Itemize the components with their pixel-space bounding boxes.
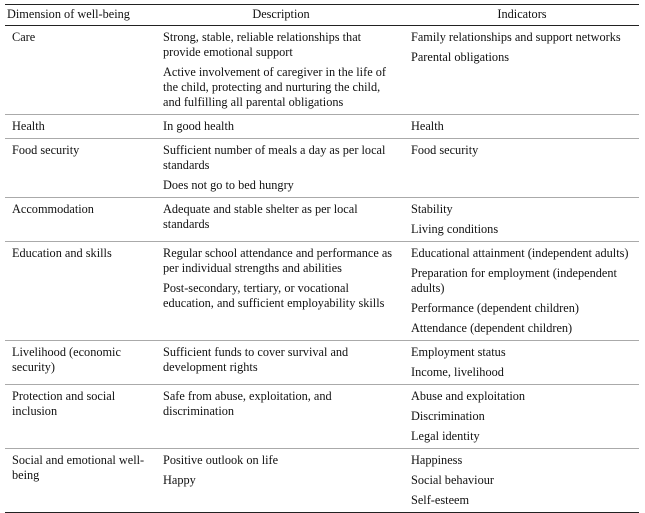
description-text: Does not go to bed hungry <box>163 178 294 192</box>
indicator-text: Performance (dependent children) <box>411 301 579 315</box>
description-cell <box>157 139 405 198</box>
indicator-text: Educational attainment (independent adults) <box>411 246 629 260</box>
description-text: Post-secondary, tertiary, or vocational education, and sufficient employability skills <box>163 281 385 310</box>
description-cell <box>157 242 405 341</box>
indicator-text: Parental obligations <box>411 50 510 64</box>
description-text: Sufficient number of meals a day as per local standards <box>163 143 386 172</box>
header-indicators: Indicators <box>405 5 639 26</box>
indicator-text: Family relationships and support networks <box>411 30 621 44</box>
indicators-cell <box>405 139 639 198</box>
description-text: Sufficient funds to cover survival and development rights <box>163 345 349 374</box>
table-row <box>5 115 639 139</box>
table-row <box>5 341 639 385</box>
indicator-text: Social behaviour <box>411 473 494 487</box>
table-header-row <box>5 5 639 26</box>
indicator-text: Living conditions <box>411 222 499 236</box>
indicator-text: Discrimination <box>411 409 485 423</box>
description-cell <box>157 385 405 449</box>
table-row <box>5 26 639 115</box>
description-text: In good health <box>163 119 235 133</box>
description-text: Active involvement of caregiver in the life of the child, protecting and nurturing the child, and fulfilling all parental obligations <box>163 65 386 109</box>
table-row <box>5 198 639 242</box>
indicator-text: Abuse and exploitation <box>411 389 526 403</box>
dimension-cell: Education and skills <box>5 242 157 341</box>
description-cell <box>157 115 405 139</box>
indicator-text: Employment status <box>411 345 506 359</box>
well-being-table <box>5 4 639 513</box>
dimension-cell: Accommodation <box>5 198 157 242</box>
description-text: Happy <box>163 473 196 487</box>
indicator-text: Happiness <box>411 453 463 467</box>
indicators-cell <box>405 26 639 115</box>
description-text: Strong, stable, reliable relationships that provide emotional support <box>163 30 362 59</box>
description-text: Safe from abuse, exploitation, and discrimination <box>163 389 332 418</box>
dimension-cell: Social and emotional well-being <box>5 449 157 513</box>
table-body <box>5 26 639 513</box>
table-row <box>5 385 639 449</box>
dimension-cell: Protection and social inclusion <box>5 385 157 449</box>
description-cell <box>157 26 405 115</box>
indicator-text: Food security <box>411 143 479 157</box>
indicator-text: Health <box>411 119 444 133</box>
table-row <box>5 242 639 341</box>
indicators-cell <box>405 449 639 513</box>
indicators-cell <box>405 341 639 385</box>
table-row <box>5 139 639 198</box>
indicator-text: Attendance (dependent children) <box>411 321 573 335</box>
indicator-text: Stability <box>411 202 453 216</box>
indicators-cell <box>405 198 639 242</box>
description-cell <box>157 198 405 242</box>
dimension-cell: Care <box>5 26 157 115</box>
indicator-text: Legal identity <box>411 429 480 443</box>
description-text: Regular school attendance and performance as per individual strengths and abilities <box>163 246 393 275</box>
description-cell <box>157 341 405 385</box>
table-row <box>5 449 639 513</box>
description-cell <box>157 449 405 513</box>
dimension-cell: Health <box>5 115 157 139</box>
indicator-text: Self-esteem <box>411 493 470 507</box>
dimension-cell: Livelihood (economic security) <box>5 341 157 385</box>
indicator-text: Preparation for employment (independent adults) <box>411 266 617 295</box>
header-description: Description <box>157 5 405 26</box>
header-dimension: Dimension of well-being <box>5 5 157 26</box>
description-text: Adequate and stable shelter as per local standards <box>163 202 358 231</box>
indicator-text: Income, livelihood <box>411 365 504 379</box>
dimension-cell: Food security <box>5 139 157 198</box>
indicators-cell <box>405 115 639 139</box>
indicators-cell <box>405 385 639 449</box>
description-text: Positive outlook on life <box>163 453 279 467</box>
indicators-cell <box>405 242 639 341</box>
